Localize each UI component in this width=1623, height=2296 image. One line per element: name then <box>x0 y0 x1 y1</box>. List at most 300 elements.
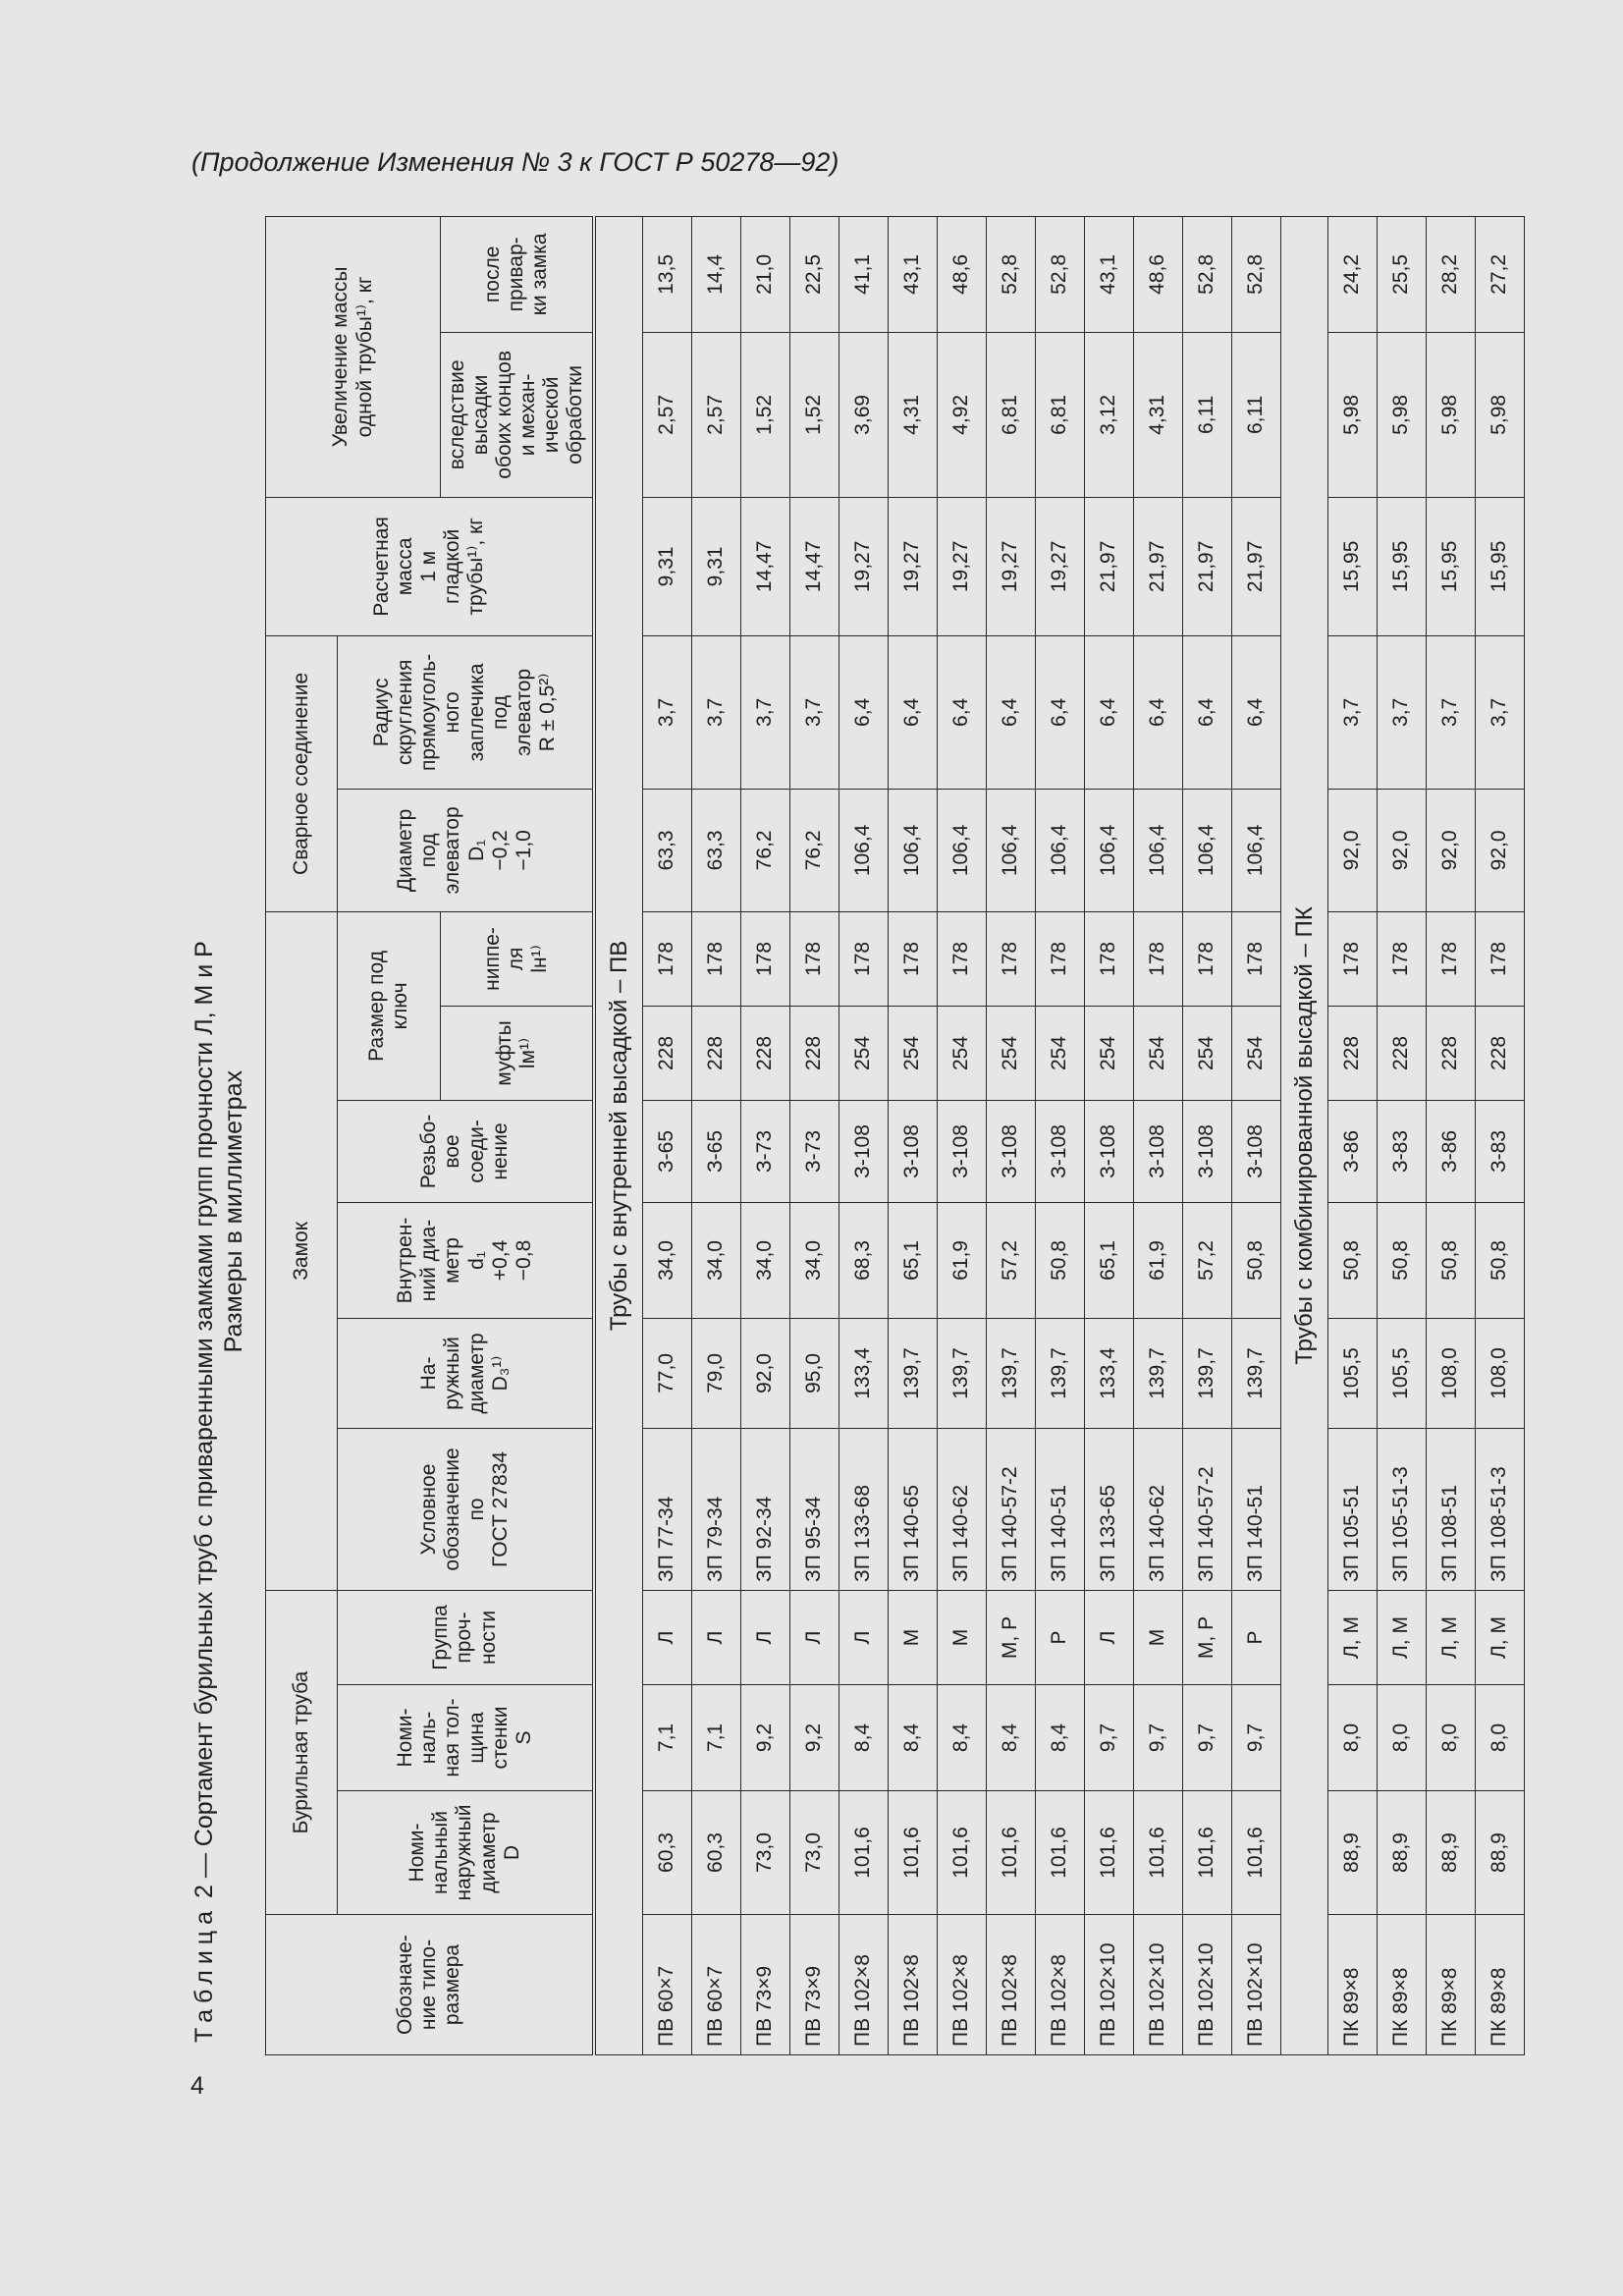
table-cell: 34,0 <box>790 1202 839 1318</box>
table-cell: ЗП 140-57-2 <box>987 1428 1036 1590</box>
table-cell: 228 <box>1328 1006 1378 1100</box>
header-lock-group: Замок <box>266 911 338 1590</box>
table-cell: 139,7 <box>889 1318 938 1428</box>
table-cell: 178 <box>790 911 839 1006</box>
table-cell: 228 <box>692 1006 741 1100</box>
table-cell: 6,4 <box>1232 635 1281 789</box>
table-row <box>1134 216 1183 2054</box>
table-cell: ПВ 102×10 <box>1085 1915 1134 2055</box>
table-cell: 48,6 <box>938 216 987 332</box>
table-cell: 105,5 <box>1378 1318 1427 1428</box>
header-lock-code: Условное обозначение по ГОСТ 27834 <box>338 1428 595 1590</box>
table-cell: 254 <box>1183 1006 1232 1100</box>
table-cell: 8,4 <box>889 1685 938 1791</box>
table-row <box>889 216 938 2054</box>
table-cell: 6,4 <box>1036 635 1085 789</box>
table-cell: ПВ 102×8 <box>1036 1915 1085 2055</box>
table-cell: Л, М <box>1427 1590 1476 1684</box>
table-cell: З-83 <box>1476 1100 1525 1202</box>
table-cell: 178 <box>1476 911 1525 1006</box>
table-cell: Л <box>1085 1590 1134 1684</box>
table-cell: 52,8 <box>1232 216 1281 332</box>
table-cell: 101,6 <box>987 1791 1036 1915</box>
table-cell: ПВ 102×10 <box>1183 1915 1232 2055</box>
table-cell: 6,4 <box>1085 635 1134 789</box>
table-cell: 92,0 <box>741 1318 790 1428</box>
table-cell: 21,0 <box>741 216 790 332</box>
table-cell: Л, М <box>1328 1590 1378 1684</box>
table-cell: 254 <box>889 1006 938 1100</box>
table-cell: 178 <box>692 911 741 1006</box>
table-cell: З-108 <box>938 1100 987 1202</box>
section-row <box>594 216 643 2054</box>
table-cell: 6,4 <box>1134 635 1183 789</box>
table-cell: 6,81 <box>1036 332 1085 497</box>
table-cell: 9,31 <box>692 497 741 635</box>
table-cell: 63,3 <box>643 789 692 911</box>
table-cell: ПК 89×8 <box>1328 1915 1378 2055</box>
table-cell: 1,52 <box>790 332 839 497</box>
table-cell: 8,0 <box>1476 1685 1525 1791</box>
table-cell: 63,3 <box>692 789 741 911</box>
table-cell: З-108 <box>1036 1100 1085 1202</box>
table-cell: 3,7 <box>643 635 692 789</box>
table-cell: З-65 <box>692 1100 741 1202</box>
table-cell: 34,0 <box>643 1202 692 1318</box>
table-cell: 68,3 <box>839 1202 889 1318</box>
table-cell: 3,69 <box>839 332 889 497</box>
table-row <box>1378 216 1427 2054</box>
table-cell: Л, М <box>1476 1590 1525 1684</box>
header-lock-thread: Резьбо- вое соеди- нение <box>338 1100 595 1202</box>
table-cell: ПВ 102×10 <box>1134 1915 1183 2055</box>
table-cell: 52,8 <box>1036 216 1085 332</box>
table-cell: Л, М <box>1378 1590 1427 1684</box>
table-row <box>692 216 741 2054</box>
table-cell: 5,98 <box>1378 332 1427 497</box>
table-cell: ЗП 105-51 <box>1328 1428 1378 1590</box>
table-cell: 254 <box>1085 1006 1134 1100</box>
table-cell: ЗП 140-57-2 <box>1183 1428 1232 1590</box>
table-cell: 95,0 <box>790 1318 839 1428</box>
table-cell: ЗП 77-34 <box>643 1428 692 1590</box>
table-cell: Л <box>692 1590 741 1684</box>
table-cell: 8,4 <box>1036 1685 1085 1791</box>
table-cell: 19,27 <box>839 497 889 635</box>
table-cell: 108,0 <box>1476 1318 1525 1428</box>
table-cell: З-108 <box>1085 1100 1134 1202</box>
table-cell: ЗП 95-34 <box>790 1428 839 1590</box>
table-cell: 178 <box>1328 911 1378 1006</box>
header-designation: Обозначе- ние типо- размера <box>266 1915 595 2055</box>
caption-text: 2 — Сортамент бурильных труб с приваренными замками групп прочности Л, М и Р <box>190 941 218 1899</box>
section-row <box>1281 216 1328 2054</box>
table-cell: 92,0 <box>1427 789 1476 911</box>
table-body <box>594 216 1525 2054</box>
table-cell: 178 <box>741 911 790 1006</box>
table-cell: 3,12 <box>1085 332 1134 497</box>
table-row <box>741 216 790 2054</box>
table-cell: 19,27 <box>1036 497 1085 635</box>
table-cell: 73,0 <box>741 1791 790 1915</box>
table-cell: Л <box>741 1590 790 1684</box>
table-cell: 5,98 <box>1328 332 1378 497</box>
table-row <box>643 216 692 2054</box>
table-cell: ЗП 92-34 <box>741 1428 790 1590</box>
table-cell: 61,9 <box>938 1202 987 1318</box>
table-cell: З-108 <box>889 1100 938 1202</box>
table-cell: ЗП 140-65 <box>889 1428 938 1590</box>
table-cell: 4,31 <box>889 332 938 497</box>
table-cell: 14,47 <box>790 497 839 635</box>
table-cell: 139,7 <box>1036 1318 1085 1428</box>
header-lock-key-nipple: ниппе- ля lн¹⁾ <box>441 911 595 1006</box>
table-cell: З-108 <box>839 1100 889 1202</box>
table-cell: 4,31 <box>1134 332 1183 497</box>
table-cell: 19,27 <box>938 497 987 635</box>
table-cell: 101,6 <box>1085 1791 1134 1915</box>
table-cell: 254 <box>839 1006 889 1100</box>
table-cell: 13,5 <box>643 216 692 332</box>
table-cell: 15,95 <box>1427 497 1476 635</box>
table-cell: 6,4 <box>987 635 1036 789</box>
table-cell: 139,7 <box>938 1318 987 1428</box>
table-cell: 8,0 <box>1328 1685 1378 1791</box>
table-cell: 106,4 <box>1036 789 1085 911</box>
table-cell: 5,98 <box>1476 332 1525 497</box>
header-mass: Расчетная масса 1 м гладкой трубы¹⁾, кг <box>266 497 595 635</box>
table-cell: 19,27 <box>889 497 938 635</box>
table-row <box>1232 216 1281 2054</box>
table-cell: 3,7 <box>790 635 839 789</box>
table-cell: 3,7 <box>692 635 741 789</box>
table-cell: 228 <box>1427 1006 1476 1100</box>
table-cell: 50,8 <box>1427 1202 1476 1318</box>
header-pipe-grade: Группа проч- ности <box>338 1590 595 1684</box>
table-cell: 65,1 <box>889 1202 938 1318</box>
table-cell: 228 <box>741 1006 790 1100</box>
table-cell: 19,27 <box>987 497 1036 635</box>
table-cell: 48,6 <box>1134 216 1183 332</box>
table-cell: З-83 <box>1378 1100 1427 1202</box>
table-cell: 61,9 <box>1134 1202 1183 1318</box>
table-cell: 2,57 <box>643 332 692 497</box>
table-cell: З-73 <box>741 1100 790 1202</box>
table-cell: 178 <box>1378 911 1427 1006</box>
table-cell: 106,4 <box>889 789 938 911</box>
table-cell: ПК 89×8 <box>1476 1915 1525 2055</box>
table-cell: 9,7 <box>1183 1685 1232 1791</box>
header-pipe-group: Бурильная труба <box>266 1590 338 1914</box>
table-cell: ЗП 108-51 <box>1427 1428 1476 1590</box>
table-cell: 8,0 <box>1427 1685 1476 1791</box>
table-row <box>790 216 839 2054</box>
table-cell: 28,2 <box>1427 216 1476 332</box>
table-cell: 178 <box>839 911 889 1006</box>
table-cell: ПВ 102×8 <box>889 1915 938 2055</box>
table-cell: 178 <box>1427 911 1476 1006</box>
table-row <box>1476 216 1525 2054</box>
table-cell: ПВ 102×8 <box>987 1915 1036 2055</box>
table-cell: 178 <box>987 911 1036 1006</box>
table-cell: 228 <box>1378 1006 1427 1100</box>
table-cell: 76,2 <box>741 789 790 911</box>
table-cell: ЗП 105-51-3 <box>1378 1428 1427 1590</box>
table-cell: М, Р <box>1183 1590 1232 1684</box>
table-cell: 178 <box>1085 911 1134 1006</box>
table-cell: 254 <box>1134 1006 1183 1100</box>
table-cell: 3,7 <box>1476 635 1525 789</box>
page-number: 4 <box>190 2072 204 2100</box>
table-cell: 24,2 <box>1328 216 1378 332</box>
header-inc-group: Увеличение массы одной трубы¹⁾, кг <box>266 216 441 497</box>
table-cell: 76,2 <box>790 789 839 911</box>
table-cell: 101,6 <box>1232 1791 1281 1915</box>
table-cell: 9,7 <box>1085 1685 1134 1791</box>
table-cell: 139,7 <box>1183 1318 1232 1428</box>
table-cell: ЗП 140-51 <box>1232 1428 1281 1590</box>
table-cell: 25,5 <box>1378 216 1427 332</box>
table-cell: 8,4 <box>839 1685 889 1791</box>
table-cell: 101,6 <box>1036 1791 1085 1915</box>
table-row <box>1036 216 1085 2054</box>
table-cell: 254 <box>1036 1006 1085 1100</box>
table-cell: 178 <box>1134 911 1183 1006</box>
table-cell: 34,0 <box>692 1202 741 1318</box>
table-cell: ЗП 108-51-3 <box>1476 1428 1525 1590</box>
header-lock-key: Размер под ключ <box>338 911 441 1100</box>
table-cell: 88,9 <box>1427 1791 1476 1915</box>
table-cell: 1,52 <box>741 332 790 497</box>
table-cell: 9,31 <box>643 497 692 635</box>
table-cell: 73,0 <box>790 1791 839 1915</box>
table-cell: 101,6 <box>889 1791 938 1915</box>
table-caption <box>190 941 219 2043</box>
table-cell: 139,7 <box>1232 1318 1281 1428</box>
units-note: Размеры в миллиметрах <box>220 1070 247 1353</box>
table-cell: 4,92 <box>938 332 987 497</box>
table-cell: ЗП 140-62 <box>1134 1428 1183 1590</box>
table-cell: 3,7 <box>1427 635 1476 789</box>
table-cell: 8,4 <box>987 1685 1036 1791</box>
table-cell: 2,57 <box>692 332 741 497</box>
table-cell: 21,97 <box>1134 497 1183 635</box>
table-cell: М, Р <box>987 1590 1036 1684</box>
table-cell: 79,0 <box>692 1318 741 1428</box>
table-cell: 108,0 <box>1427 1318 1476 1428</box>
table-cell: 178 <box>643 911 692 1006</box>
table-cell: 88,9 <box>1476 1791 1525 1915</box>
table-cell: 14,47 <box>741 497 790 635</box>
table-cell: 21,97 <box>1183 497 1232 635</box>
table-row <box>1085 216 1134 2054</box>
header-inc-upset: вследствие высадки обоих концов и механ- ической обработки <box>441 332 595 497</box>
table-row <box>1427 216 1476 2054</box>
header-lock-d1: Внутрен- ний диа- метр d₁ +0,4 −0,8 <box>338 1202 595 1318</box>
table-cell: 52,8 <box>1183 216 1232 332</box>
table-cell: М <box>1134 1590 1183 1684</box>
table-cell: 7,1 <box>692 1685 741 1791</box>
table-cell: Л <box>839 1590 889 1684</box>
table-cell: ЗП 133-68 <box>839 1428 889 1590</box>
table-cell: З-108 <box>1134 1100 1183 1202</box>
table-cell: 43,1 <box>889 216 938 332</box>
table-row <box>1183 216 1232 2054</box>
table-cell: 106,4 <box>839 789 889 911</box>
table-cell: 9,7 <box>1232 1685 1281 1791</box>
table-cell: ЗП 140-62 <box>938 1428 987 1590</box>
table-row <box>839 216 889 2054</box>
table-cell: З-65 <box>643 1100 692 1202</box>
table-cell: ПВ 73×9 <box>741 1915 790 2055</box>
table-cell: ПВ 102×8 <box>938 1915 987 2055</box>
table-cell: 106,4 <box>1232 789 1281 911</box>
table-cell: 60,3 <box>692 1791 741 1915</box>
table-cell: 8,4 <box>938 1685 987 1791</box>
table-cell: 15,95 <box>1476 497 1525 635</box>
page-header: (Продолжение Изменения № 3 к ГОСТ Р 50278—92) <box>191 147 839 177</box>
table-row <box>1328 216 1378 2054</box>
table-cell: ПВ 60×7 <box>643 1915 692 2055</box>
table-cell: 139,7 <box>987 1318 1036 1428</box>
table-cell: 254 <box>938 1006 987 1100</box>
header-weld-group: Сварное соединение <box>266 635 338 911</box>
header-lock-d3: На- ружный диаметр D₃¹⁾ <box>338 1318 595 1428</box>
table-cell: 92,0 <box>1328 789 1378 911</box>
table-cell: 178 <box>938 911 987 1006</box>
table-cell: ПВ 102×10 <box>1232 1915 1281 2055</box>
table-cell: 7,1 <box>643 1685 692 1791</box>
table-cell: 34,0 <box>741 1202 790 1318</box>
table-cell: 21,97 <box>1232 497 1281 635</box>
table-cell: 106,4 <box>1134 789 1183 911</box>
header-weld-r: Радиус скругления прямоуголь- ного заплечика под элеватор R ± 0,5²⁾ <box>338 635 595 789</box>
table-cell: Л <box>790 1590 839 1684</box>
table-cell: 6,11 <box>1232 332 1281 497</box>
table-cell: 133,4 <box>839 1318 889 1428</box>
table-cell: 228 <box>790 1006 839 1100</box>
table-cell: 77,0 <box>643 1318 692 1428</box>
table-cell: 50,8 <box>1476 1202 1525 1318</box>
table-cell: 88,9 <box>1378 1791 1427 1915</box>
table-cell: 3,7 <box>741 635 790 789</box>
table-cell: ЗП 79-34 <box>692 1428 741 1590</box>
table-cell: 3,7 <box>1328 635 1378 789</box>
table-cell: 178 <box>1183 911 1232 1006</box>
table-cell: 14,4 <box>692 216 741 332</box>
header-pipe-s: Номи- наль- ная тол- щина стенки S <box>338 1685 595 1791</box>
table-cell: ЗП 140-51 <box>1036 1428 1085 1590</box>
table-cell: 88,9 <box>1328 1791 1378 1915</box>
table-cell: 6,4 <box>839 635 889 789</box>
table-cell: 9,2 <box>741 1685 790 1791</box>
table-cell: 106,4 <box>938 789 987 911</box>
table-cell: 9,2 <box>790 1685 839 1791</box>
table-cell: 6,4 <box>1183 635 1232 789</box>
caption-prefix: Таблица <box>190 1904 218 2043</box>
header-lock-key-coupling: муфты lм¹⁾ <box>441 1006 595 1100</box>
table-cell: 254 <box>1232 1006 1281 1100</box>
table-cell: З-73 <box>790 1100 839 1202</box>
table-cell: ПВ 73×9 <box>790 1915 839 2055</box>
table-cell: Р <box>1232 1590 1281 1684</box>
table-cell: 3,7 <box>1378 635 1427 789</box>
table-header <box>266 216 595 2054</box>
table-cell: 57,2 <box>1183 1202 1232 1318</box>
table-cell: 27,2 <box>1476 216 1525 332</box>
header-pipe-d: Номи- нальный наружный диаметр D <box>338 1791 595 1915</box>
table-cell: 178 <box>1232 911 1281 1006</box>
table-cell: 92,0 <box>1476 789 1525 911</box>
table-cell: З-108 <box>987 1100 1036 1202</box>
table-cell: 6,4 <box>889 635 938 789</box>
table-cell: 52,8 <box>987 216 1036 332</box>
table-cell: 5,98 <box>1427 332 1476 497</box>
table-cell: Р <box>1036 1590 1085 1684</box>
section-title: Трубы с внутренней высадкой – ПВ <box>594 216 643 2054</box>
table-cell: 60,3 <box>643 1791 692 1915</box>
table-cell: Л <box>643 1590 692 1684</box>
section-title: Трубы с комбинированной высадкой – ПК <box>1281 216 1328 2054</box>
table-cell: ЗП 133-65 <box>1085 1428 1134 1590</box>
table-cell: 50,8 <box>1328 1202 1378 1318</box>
table-cell: 178 <box>889 911 938 1006</box>
table-cell: 50,8 <box>1036 1202 1085 1318</box>
table-cell: 106,4 <box>1085 789 1134 911</box>
table-cell: 6,81 <box>987 332 1036 497</box>
table-cell: 101,6 <box>1183 1791 1232 1915</box>
table-cell: З-108 <box>1232 1100 1281 1202</box>
table-cell: 43,1 <box>1085 216 1134 332</box>
table-cell: З-108 <box>1183 1100 1232 1202</box>
table-cell: 50,8 <box>1232 1202 1281 1318</box>
table-cell: З-86 <box>1328 1100 1378 1202</box>
table-cell: М <box>938 1590 987 1684</box>
table-cell: 57,2 <box>987 1202 1036 1318</box>
table-cell: 15,95 <box>1378 497 1427 635</box>
table-cell: 101,6 <box>839 1791 889 1915</box>
table-cell: ПВ 102×8 <box>839 1915 889 2055</box>
table-cell: 101,6 <box>938 1791 987 1915</box>
table-cell: 92,0 <box>1378 789 1427 911</box>
table-cell: 106,4 <box>1183 789 1232 911</box>
table-cell: 65,1 <box>1085 1202 1134 1318</box>
table-cell: 139,7 <box>1134 1318 1183 1428</box>
table-cell: 9,7 <box>1134 1685 1183 1791</box>
table-cell: 6,4 <box>938 635 987 789</box>
table-cell: 50,8 <box>1378 1202 1427 1318</box>
table-cell: ПК 89×8 <box>1427 1915 1476 2055</box>
table-cell: ПВ 60×7 <box>692 1915 741 2055</box>
table-cell: 8,0 <box>1378 1685 1427 1791</box>
header-weld-d: Диаметр под элеватор D₁ −0,2 −1,0 <box>338 789 595 911</box>
table-cell: 101,6 <box>1134 1791 1183 1915</box>
table-cell: 106,4 <box>987 789 1036 911</box>
table-cell: ПК 89×8 <box>1378 1915 1427 2055</box>
table-cell: 6,11 <box>1183 332 1232 497</box>
table-cell: 228 <box>643 1006 692 1100</box>
table-cell: 228 <box>1476 1006 1525 1100</box>
table-cell: М <box>889 1590 938 1684</box>
table-cell: 105,5 <box>1328 1318 1378 1428</box>
table-cell: 15,95 <box>1328 497 1378 635</box>
table-cell: 21,97 <box>1085 497 1134 635</box>
table-cell: 41,1 <box>839 216 889 332</box>
header-inc-weld: после привар- ки замка <box>441 216 595 332</box>
table-cell: 22,5 <box>790 216 839 332</box>
table-cell: 178 <box>1036 911 1085 1006</box>
table-row <box>938 216 987 2054</box>
